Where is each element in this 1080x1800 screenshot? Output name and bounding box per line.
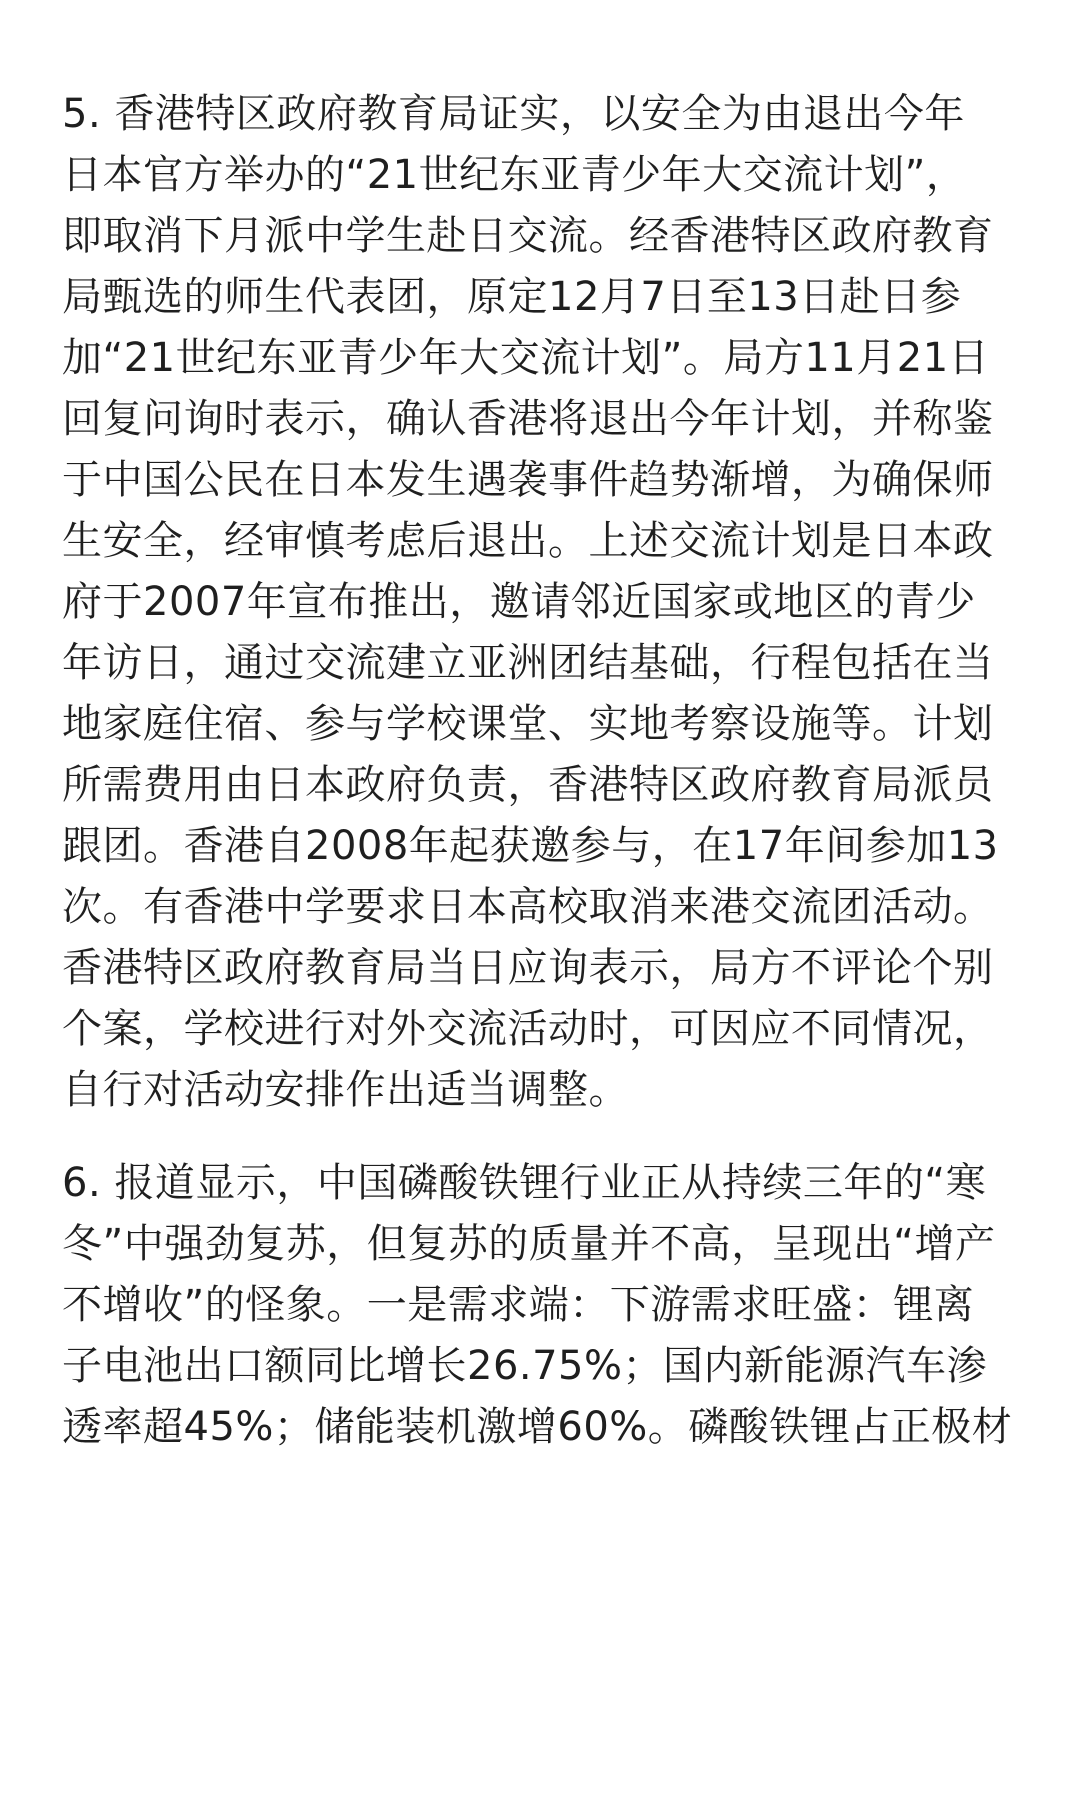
text-line: 6. 报道显示，中国磷酸铁锂行业正从持续三年的“寒 <box>62 1160 987 1206</box>
text-line: 府于2007年宣布推出，邀请邻近国家或地区的青少 <box>62 579 976 625</box>
text-line: 于中国公民在日本发生遇袭事件趋势渐增，为确保师 <box>62 457 994 503</box>
text-line: 年访日，通过交流建立亚洲团结基础，行程包括在当 <box>62 640 994 686</box>
text-line: 局甄选的师生代表团，原定12月7日至13日赴日参 <box>62 274 962 320</box>
text-line: 地家庭住宿、参与学校课堂、实地考察设施等。计划 <box>62 701 994 747</box>
article-body <box>62 84 1022 1458</box>
text-line: 跟团。香港自2008年起获邀参与，在17年间参加13 <box>62 823 999 869</box>
text-line: 自行对活动安排作出适当调整。 <box>62 1067 629 1113</box>
text-line: 所需费用由日本政府负责，香港特区政府教育局派员 <box>62 762 994 808</box>
text-line: 冬”中强劲复苏，但复苏的质量并不高，呈现出“增产 <box>62 1221 996 1267</box>
text-line: 生安全，经审慎考虑后退出。上述交流计划是日本政 <box>62 518 994 564</box>
text-line: 个案，学校进行对外交流活动时，可因应不同情况， <box>62 1006 994 1052</box>
text-line: 不增收”的怪象。一是需求端：下游需求旺盛：锂离 <box>62 1282 975 1328</box>
paragraph-5 <box>62 84 1022 1121</box>
text-line: 5. 香港特区政府教育局证实，以安全为由退出今年 <box>62 91 965 137</box>
text-line: 即取消下月派中学生赴日交流。经香港特区政府教育 <box>62 213 994 259</box>
text-line: 香港特区政府教育局当日应询表示，局方不评论个别 <box>62 945 994 991</box>
text-line: 回复问询时表示，确认香港将退出今年计划，并称鉴 <box>62 396 994 442</box>
text-line: 次。有香港中学要求日本高校取消来港交流团活动。 <box>62 884 994 930</box>
text-line: 日本官方举办的“21世纪东亚青少年大交流计划”， <box>62 152 967 198</box>
text-line: 加“21世纪东亚青少年大交流计划”。局方11月21日 <box>62 335 990 381</box>
paragraph-6 <box>62 1153 1022 1458</box>
text-line: 子电池出口额同比增长26.75%；国内新能源汽车渗 <box>62 1343 988 1389</box>
text-line: 透率超45%；储能装机激增60%。磷酸铁锂占正极材 <box>62 1404 1013 1450</box>
